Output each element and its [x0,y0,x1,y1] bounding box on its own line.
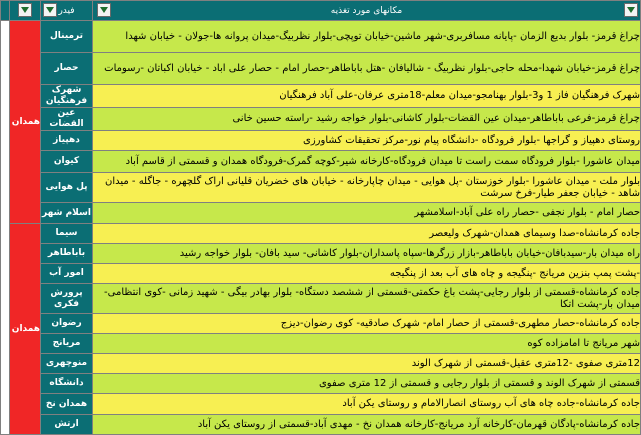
area-cell: پرورش فکری [41,284,93,314]
area-header-label: فیدر [58,5,75,16]
table-row [1,131,641,151]
places-cell: -پشت پمپ بنزین مریانج -پنگیجه و چاه های آب بعد از پنگیجه [93,264,641,284]
table-header-row [1,1,641,21]
chevron-down-icon [99,6,109,14]
table-row [1,108,641,131]
area-filter-dropdown[interactable] [43,3,57,17]
table-row [1,334,641,354]
places-header-label: مکانهای مورد تغذیه [330,5,403,16]
area-cell: کیوان [41,151,93,173]
region-cell-2 [2,224,41,435]
chevron-down-icon [45,6,55,14]
region-column-header [10,1,41,21]
chevron-down-icon [626,6,636,14]
area-cell: رضوان [41,314,93,334]
table-row [1,173,641,203]
places-cell: چراغ قرمز-خیابان شهدا-محله حاجی-بلوار نظربیگ - شالیافان -هتل باباطاهر-حصار امام - حصار علی اباد - خیابان اکباتان -رسومات [93,53,641,85]
places-cell: بلوار ملت - میدان عاشورا -بلوار خوزستان -پل هوایی - میدان چاپارخانه - خیابان های خضریان قلیانی اراک گلچهره - جاگله - میدان شاهد - خیابان جعفر طیار-فرخ سرشت [93,173,641,203]
places-cell: قسمتی از شهرک الوند و قسمتی از بلوار رجایی و قسمتی از 12 متری صفوی [93,374,641,394]
region-name: همدان 1 [2,117,40,127]
area-cell: ترمینال [41,21,93,53]
region-name: همدان 2 [2,324,40,334]
area-column-header [41,1,93,21]
places-cell: جاده کرمانشاه-حصار مطهری-قسمتی از حصار امام- شهرک صادقیه- کوی رضوان-دیزج [93,314,641,334]
area-cell: منوچهری [41,354,93,374]
places-cell: شهرک فرهنگیان فاز 1 و3-بلوار بهنامجو-میدان معلم-18متری عرفان-علی آباد فرهنگیان [93,85,641,108]
area-cell: دهپیاز [41,131,93,151]
places-cell: جاده کرمانشاه-قسمتی از بلوار رجایی-پشت باغ حکمتی-قسمتی از ششصد دستگاه- بلوار بهادر بیگی - شهید زمانی -کوی انتظامی-میدان بار-پشت اتکا [93,284,641,314]
table-row [1,53,641,85]
table-row [1,85,641,108]
area-cell: سیما [41,224,93,244]
places-cell: میدان عاشورا -بلوار فرودگاه سمت راست تا میدان فرودگاه-کارخانه شیر-کوچه گمرک-فرودگاه همدان و قسمتی از قاسم آباد [93,151,641,173]
places-cell: راه میدان بار-سیدبافان-خیابان باباطاهر-بازار زرگرها-سپاه پاسداران-بلوار کاشانی- سید بافان- بلوار خواجه رشید [93,244,641,264]
table-row [1,244,641,264]
table-row [1,284,641,314]
area-cell: باباطاهر [41,244,93,264]
chevron-down-icon [20,6,30,14]
area-cell: اسلام شهر [41,203,93,224]
table-row [1,394,641,415]
area-cell: ارتش [41,415,93,435]
places-cell: جاده کرمانشاه-صدا وسیمای همدان-شهرک ولیعصر [93,224,641,244]
table-row [1,21,641,53]
area-cell: حصار [41,53,93,85]
table-row [1,203,641,224]
places-cell: 12متری صفوی -12متری عقیل-قسمتی از شهرک الوند [93,354,641,374]
places-filter-dropdown[interactable] [624,3,638,17]
places-cell: شهر مریانج تا امامزاده کوه [93,334,641,354]
table-row [1,415,641,435]
table-row [1,264,641,284]
places-cell: حصار امام - بلوار نجفی -حصار راه علی آباد-اسلامشهر [93,203,641,224]
table-row [1,224,641,244]
table-row [1,151,641,173]
places-cell: جاده کرمانشاه-جاده چاه های آب روستای انصارالامام و روستای یکن آباد [93,394,641,415]
left-gutter [1,1,10,21]
left-gutter-body [1,21,10,435]
places-filter-dropdown-left[interactable] [97,3,111,17]
places-cell: چراغ قرمز-فرعی باباطاهر-میدان عین القضات-بلوار کاشانی-بلوار خواجه رشید -راسته حسین خانی [93,108,641,131]
area-cell: دانشگاه [41,374,93,394]
area-cell: مریانج [41,334,93,354]
area-cell: پل هوایی [41,173,93,203]
table-row [1,374,641,394]
area-cell: شهرک فرهنگیان [41,85,93,108]
region-filter-dropdown[interactable] [18,3,32,17]
region-cell-1 [2,21,41,224]
places-cell: چراغ قرمز- بلوار بدیع الزمان -پایانه مسافربری-شهر ماشین-خیابان توپچی-بلوار نظربیگ-میدان پروانه ها-جولان - خیابان شهدا [93,21,641,53]
places-cell: روستای دهپیاز و گراجها -بلوار فرودگاه -دانشگاه پیام نور-مرکز تحقیقات کشاورزی [93,131,641,151]
places-cell: جاده کرمانشاه-پادگان قهرمان-کارخانه آرد مریانج-کارخانه همدان نخ - مهدی آباد-قسمتی از روستای یکن آباد [93,415,641,435]
area-cell: همدان نخ [41,394,93,415]
table-row [1,354,641,374]
places-column-header [93,1,641,21]
area-cell: عین القضات [41,108,93,131]
area-cell: امور آب [41,264,93,284]
table-row [1,314,641,334]
